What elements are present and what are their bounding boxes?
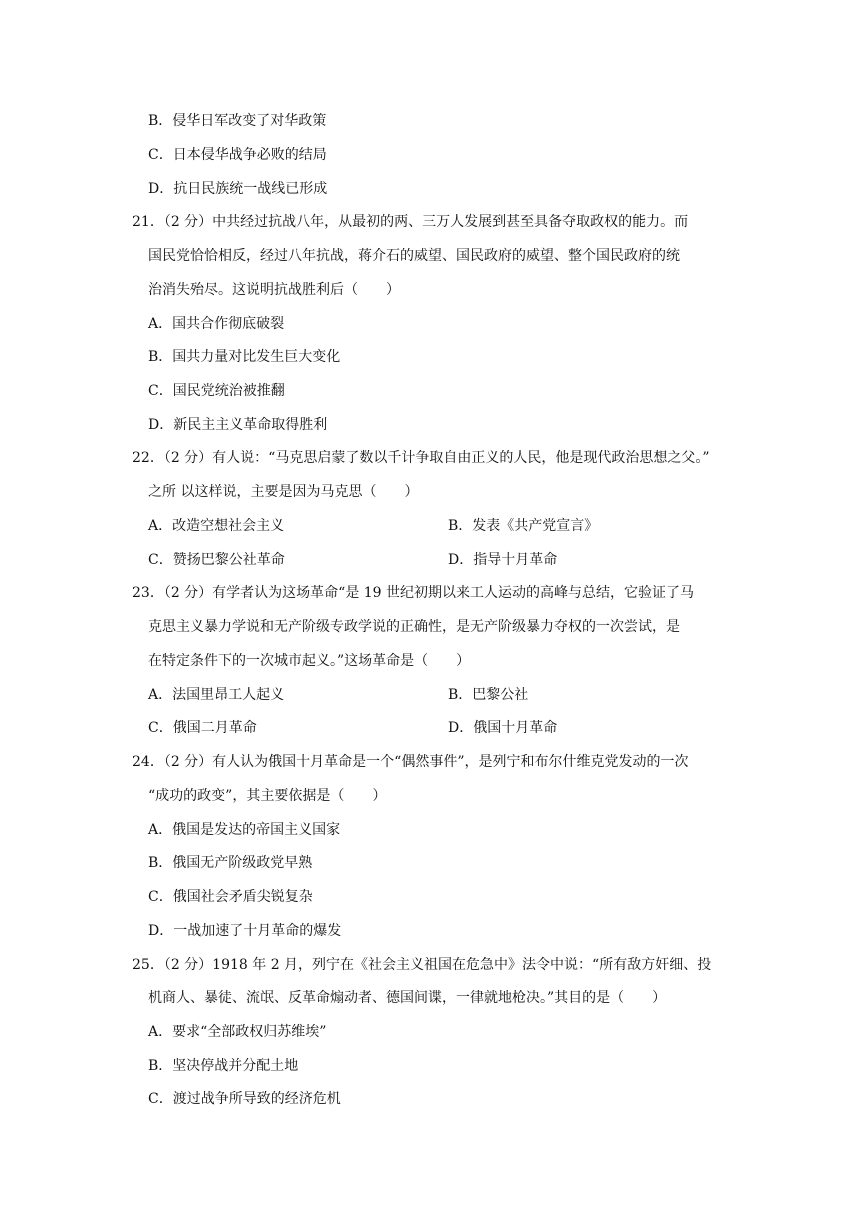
q22-option-a[interactable]: A．改造空想社会主义 bbox=[148, 518, 285, 534]
q23-option-b[interactable]: B．巴黎公社 bbox=[448, 687, 529, 703]
q24-stem-line-2: “成功的政变”，其主要依据是（ ） bbox=[148, 788, 387, 804]
q22-option-d[interactable]: D．指导十月革命 bbox=[448, 552, 558, 568]
q21-stem-line-3: 治消失殆尽。这说明抗战胜利后（ ） bbox=[148, 282, 400, 298]
q21-stem-line-2: 国民党恰恰相反，经过八年抗战，蒋介石的威望、国民政府的威望、整个国民政府的统 bbox=[148, 248, 680, 264]
q23-option-c[interactable]: C．俄国二月革命 bbox=[148, 720, 257, 736]
q22-stem-line-2: 之所 以这样说，主要是因为马克思（ ） bbox=[148, 484, 419, 500]
q25-stem-line-1: 25．（2 分）1918 年 2 月，列宁在《社会主义祖国在危急中》法令中说：“所有敌方奸细、投 bbox=[132, 957, 712, 973]
q24-option-d[interactable]: D．一战加速了十月革命的爆发 bbox=[148, 923, 342, 939]
q20-option-b[interactable]: B．侵华日军改变了对华政策 bbox=[148, 113, 327, 129]
q25-option-b[interactable]: B．坚决停战并分配土地 bbox=[148, 1058, 299, 1074]
q23-option-a[interactable]: A．法国里昂工人起义 bbox=[148, 687, 285, 703]
q22-option-b[interactable]: B．发表《共产党宣言》 bbox=[448, 518, 599, 534]
q25-option-a[interactable]: A．要求“全部政权归苏维埃” bbox=[148, 1024, 327, 1040]
q24-option-a[interactable]: A．俄国是发达的帝国主义国家 bbox=[148, 822, 341, 838]
q21-option-c[interactable]: C．国民党统治被推翻 bbox=[148, 383, 285, 399]
q22-stem-line-1: 22．（2 分）有人说：“马克思启蒙了数以千计争取自由正义的人民，他是现代政治思想之父。” bbox=[132, 450, 710, 466]
q22-option-c[interactable]: C．赞扬巴黎公社革命 bbox=[148, 552, 285, 568]
q20-option-d[interactable]: D．抗日民族统一战线已形成 bbox=[148, 181, 328, 197]
q23-stem-line-3: 在特定条件下的一次城市起义。”这场革命是（ ） bbox=[148, 653, 471, 669]
q25-option-c[interactable]: C．渡过战争所导致的经济危机 bbox=[148, 1091, 341, 1107]
q24-stem-line-1: 24．（2 分）有人认为俄国十月革命是一个“偶然事件”，是列宁和布尔什维克党发动的一次 bbox=[132, 754, 689, 770]
q24-option-c[interactable]: C．俄国社会矛盾尖锐复杂 bbox=[148, 889, 313, 905]
q24-option-b[interactable]: B．俄国无产阶级政党早熟 bbox=[148, 855, 313, 871]
q25-stem-line-2: 机商人、暴徒、流氓、反革命煽动者、德国间谍，一律就地枪决。”其目的是（ ） bbox=[148, 990, 667, 1006]
q23-stem-line-2: 克思主义暴力学说和无产阶级专政学说的正确性，是无产阶级暴力夺权的一次尝试，是 bbox=[148, 619, 680, 635]
q20-option-c[interactable]: C．日本侵华战争必败的结局 bbox=[148, 147, 327, 163]
q21-stem-line-1: 21．（2 分）中共经过抗战八年，从最初的两、三万人发展到甚至具备夺取政权的能力。而 bbox=[132, 214, 689, 230]
q21-option-b[interactable]: B．国共力量对比发生巨大变化 bbox=[148, 349, 341, 365]
q23-stem-line-1: 23．（2 分）有学者认为这场革命“是 19 世纪初期以来工人运动的高峰与总结，它验证了马 bbox=[132, 585, 695, 601]
q21-option-d[interactable]: D．新民主主义革命取得胜利 bbox=[148, 417, 328, 433]
q23-option-d[interactable]: D．俄国十月革命 bbox=[448, 720, 558, 736]
q21-option-a[interactable]: A．国共合作彻底破裂 bbox=[148, 316, 285, 332]
